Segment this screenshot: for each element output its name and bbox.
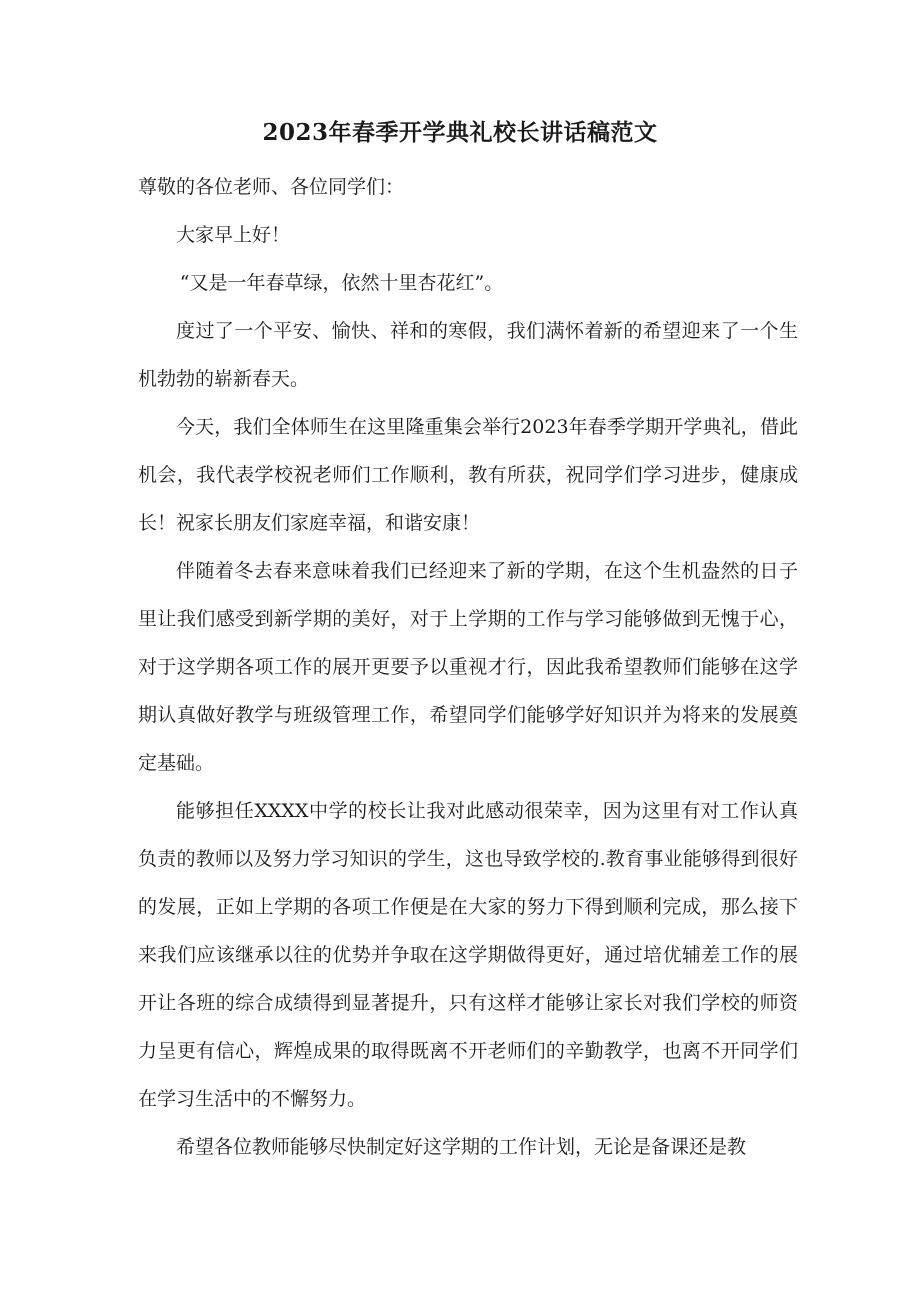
paragraph-4: 能够担任XXXX中学的校长让我对此感动很荣幸，因为这里有对工作认真负责的教师以及努力学习知识的学生，这也导致学校的.教育事业能够得到很好的发展，正如上学期的各项工作便是在大家的努力下得到顺利完成，那么接下来我们应该继承以往的优势并争取在这学期做得更好，通过培优辅差工作的展开让各班的综合成绩得到显著提升，只有这样才能够让家长对我们学校的师资力呈更有信心，辉煌成果的取得既离不开老师们的辛勤教学，也离不开同学们在学习生活中的不懈努力。 xyxy=(138,800,798,1110)
document-title: 2023年春季开学典礼校长讲话稿范文 xyxy=(262,119,658,146)
opening-quote: “又是一年春草绿，依然十里杏花红”。 xyxy=(179,272,504,294)
paragraph-3: 伴随着冬去春来意味着我们已经迎来了新的学期，在这个生机盎然的日子里让我们感受到新学期的美好，对于上学期的工作与学习能够做到无愧于心，对于这学期各项工作的展开更要予以重视才行，因此我希望教师们能够在这学期认真做好教学与班级管理工作，希望同学们能够学好知识并为将来的发展奠定基础。 xyxy=(138,560,798,774)
paragraph-2: 今天，我们全体师生在这里隆重集会举行2023年春季学期开学典礼，借此机会，我代表学校祝老师们工作顺利，教有所获，祝同学们学习进步，健康成长！祝家长朋友们家庭幸福，和谐安康！ xyxy=(138,416,798,534)
greeting: 大家早上好！ xyxy=(176,224,291,246)
paragraph-5: 希望各位教师能够尽快制定好这学期的工作计划，无论是备课还是教 xyxy=(176,1136,747,1158)
salutation: 尊敬的各位老师、各位同学们： xyxy=(138,176,405,198)
paragraph-1: 度过了一个平安、愉快、祥和的寒假，我们满怀着新的希望迎来了一个生机勃勃的崭新春天。 xyxy=(138,320,798,390)
document-body xyxy=(138,163,798,1171)
